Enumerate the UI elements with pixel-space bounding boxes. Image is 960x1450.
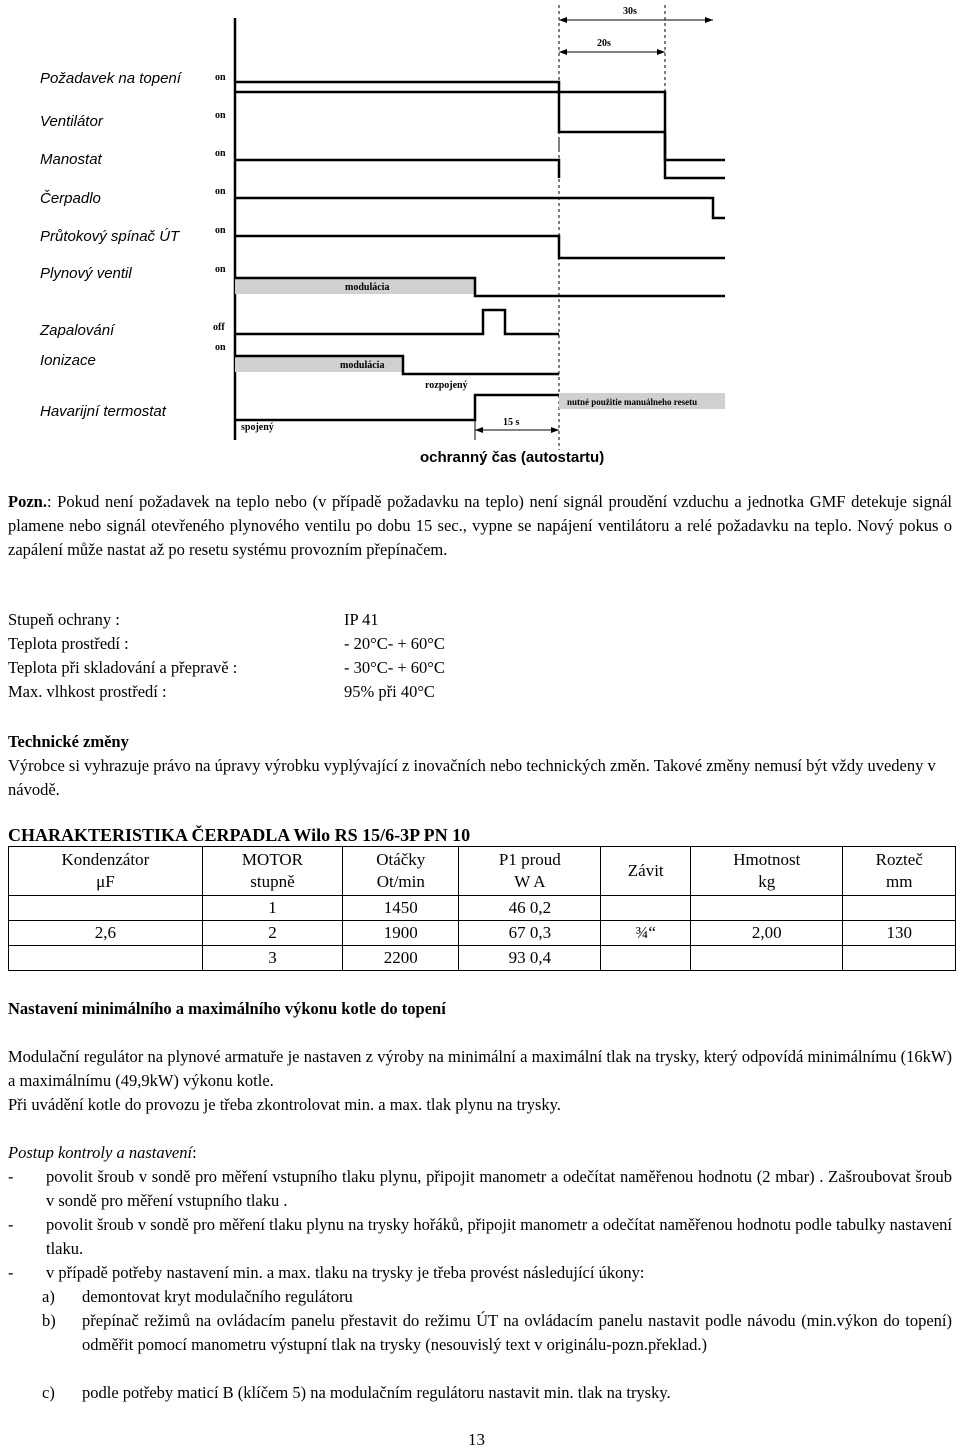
connected-label: spojený — [241, 422, 274, 433]
state-off-label: off — [213, 322, 225, 333]
sub-list-item — [42, 1285, 952, 1309]
table-cell — [843, 896, 956, 921]
state-on-label: on — [215, 342, 226, 353]
table-cell: 67 0,3 — [459, 921, 601, 946]
tech-changes-title: Technické změny — [8, 732, 129, 751]
table-cell: 3 — [202, 946, 342, 971]
list-item-text: v případě potřeby nastavení min. a max. tlaku na trysky je třeba provést následující úkony: — [46, 1263, 645, 1282]
state-on-label: on — [215, 264, 226, 275]
table-header-cell: Hmotnost kg — [691, 847, 843, 896]
note-text: : Pokud není požadavek na teplo nebo (v případě požadavku na teplo) není signál proudění vzduchu a jednotka GMF detekuje signál plamene nebo signál otevřeného plynového ventilu po dobu 15 sec., vypne se napájení ventilátoru a relé požadavku na teplo. Nový pokus o zapálení může nastat až po resetu systému provozním přepínačem. — [8, 492, 952, 559]
spec-value: - 20°C- + 60°C — [344, 634, 445, 653]
sub-list-item — [42, 1309, 952, 1357]
sub-list-item-text: podle potřeby maticí B (klíčem 5) na modulačním regulátoru nastavit min. tlak na trysky. — [82, 1383, 671, 1402]
table-row — [9, 946, 956, 971]
table-cell — [691, 946, 843, 971]
spec-row — [8, 680, 435, 704]
modulation-label: modulácia — [340, 360, 385, 371]
spec-label: Max. vlhkost prostředí : — [8, 682, 167, 701]
signal-label-gas-valve: Plynový ventil — [40, 265, 132, 282]
table-cell: 1900 — [343, 921, 459, 946]
state-on-label: on — [215, 186, 226, 197]
settings-paragraph-2: Při uvádění kotle do provozu je třeba zkontrolovat min. a max. tlak plynu na trysky. — [8, 1095, 561, 1114]
sub-list-item-text: demontovat kryt modulačního regulátoru — [82, 1287, 353, 1306]
modulation-label: modulácia — [345, 282, 390, 293]
table-cell: 93 0,4 — [459, 946, 601, 971]
time-15s-label: 15 s — [503, 417, 520, 428]
signal-label-flow-switch: Průtokový spínač ÚT — [40, 228, 180, 245]
tech-changes-text: Výrobce si vyhrazuje právo na úpravy výrobku vyplývající z inovačních nebo technických změn. Takové změny nemusí být vždy uvedeny v návodě. — [8, 756, 936, 799]
page-number: 13 — [468, 1430, 485, 1449]
procedure-colon: : — [192, 1143, 197, 1162]
list-item-text: povolit šroub v sondě pro měření vstupního tlaku plynu, připojit manometr a odečítat naměřenou hodnotu (2 mbar) . Zašroubovat šroub v sondě pro měření vstupního tlaku . — [46, 1167, 952, 1210]
spec-row — [8, 608, 379, 632]
table-cell: 1450 — [343, 896, 459, 921]
spec-label: Teplota při skladování a přepravě : — [8, 658, 238, 677]
pump-title: CHARAKTERISTIKA ČERPADLA Wilo RS 15/6-3P PN 10 — [8, 825, 471, 845]
table-cell: 2 — [202, 921, 342, 946]
table-header-cell: Závit — [601, 847, 691, 896]
note-paragraph — [8, 490, 952, 562]
sub-list-item-text: přepínač režimů na ovládacím panelu přestavit do režimu ÚT na ovládacím panelu nastavit podle návodu (min.výkon do topení) odměřit pomocí manometru výstupní tlak na trysky (nesouvislý text v originálu-pozn.překlad.) — [82, 1311, 952, 1354]
spec-value: 95% při 40°C — [344, 682, 435, 701]
time-30s-label: 30s — [623, 6, 637, 17]
state-on-label: on — [215, 110, 226, 121]
state-on-label: on — [215, 225, 226, 236]
signal-label-ignition: Zapalování — [40, 322, 115, 339]
signal-label-safety-thermostat: Havarijní termostat — [40, 403, 166, 420]
table-cell — [601, 946, 691, 971]
table-cell: 46 0,2 — [459, 896, 601, 921]
table-cell: 2200 — [343, 946, 459, 971]
table-row — [9, 896, 956, 921]
spec-label: Teplota prostředí : — [8, 634, 129, 653]
signal-label-pump: Čerpadlo — [40, 190, 101, 207]
table-cell — [9, 946, 203, 971]
table-header-cell: P1 proud W A — [459, 847, 601, 896]
table-header-cell: MOTOR stupně — [202, 847, 342, 896]
list-item — [8, 1165, 952, 1213]
spec-row — [8, 656, 445, 680]
spec-label: Stupeň ochrany : — [8, 610, 120, 629]
table-cell: 1 — [202, 896, 342, 921]
table-cell: ¾“ — [601, 921, 691, 946]
signal-label-pressostat: Manostat — [40, 151, 102, 168]
sub-list-marker: a) — [42, 1287, 55, 1306]
list-item — [8, 1213, 952, 1261]
procedure-heading — [8, 1141, 197, 1165]
list-bullet: - — [8, 1263, 14, 1282]
table-cell: 130 — [843, 921, 956, 946]
manual-reset-label: nutné použitie manuálneho resetu — [567, 397, 698, 407]
settings-paragraph-1: Modulační regulátor na plynové armatuře je nastaven z výroby na minimální a maximální tlak na trysky, který odpovídá minimálnímu (16kW) a maximálnímu (49,9kW) výkonu kotle. — [8, 1047, 952, 1090]
disconnected-label: rozpojený — [425, 380, 468, 391]
table-header-cell: Kondenzátor μF — [9, 847, 203, 896]
table-cell: 2,6 — [9, 921, 203, 946]
table-header-cell: Rozteč mm — [843, 847, 956, 896]
state-on-label: on — [215, 148, 226, 159]
table-cell — [601, 896, 691, 921]
signal-label-fan: Ventilátor — [40, 113, 103, 130]
spec-value: - 30°C- + 60°C — [344, 658, 445, 677]
list-item-text: povolit šroub v sondě pro měření tlaku plynu na trysky hořáků, připojit manometr a odečítat naměřenou hodnotu podle tabulky nastavení tlaku. — [46, 1215, 952, 1258]
spec-value: IP 41 — [344, 610, 379, 629]
signal-label-heating-demand: Požadavek na topení — [40, 70, 181, 87]
table-header-row — [9, 847, 956, 896]
list-bullet: - — [8, 1215, 14, 1234]
table-cell — [691, 896, 843, 921]
table-row — [9, 921, 956, 946]
timing-chart-svg — [205, 0, 735, 450]
sub-list-marker: b) — [42, 1311, 56, 1330]
diagram-caption: ochranný čas (autostartu) — [420, 449, 605, 466]
sub-list-item — [42, 1381, 952, 1405]
table-header-cell: Otáčky Ot/min — [343, 847, 459, 896]
pump-table — [8, 846, 956, 971]
spec-row — [8, 632, 445, 656]
list-item — [8, 1261, 952, 1285]
settings-title: Nastavení minimálního a maximálního výkonu kotle do topení — [8, 999, 446, 1018]
list-bullet: - — [8, 1167, 14, 1186]
note-label: Pozn. — [8, 492, 47, 511]
signal-label-ionization: Ionizace — [40, 352, 96, 369]
table-cell: 2,00 — [691, 921, 843, 946]
table-cell — [9, 896, 203, 921]
state-on-label: on — [215, 72, 226, 83]
sub-list-marker: c) — [42, 1383, 55, 1402]
procedure-title: Postup kontroly a nastavení — [8, 1143, 193, 1162]
table-cell — [843, 946, 956, 971]
time-20s-label: 20s — [597, 38, 611, 49]
